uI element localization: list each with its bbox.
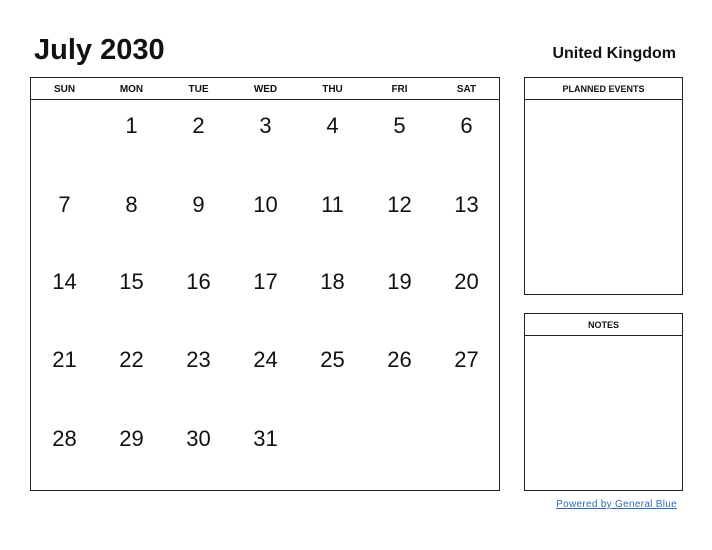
day-number: 3: [259, 113, 272, 138]
weekday-label: TUE: [188, 83, 209, 95]
day-number: 21: [52, 347, 77, 372]
day-number: 4: [326, 113, 339, 138]
day-number: 26: [387, 347, 412, 372]
weekday-label: MON: [119, 83, 144, 95]
day-number: 7: [58, 192, 71, 217]
day-number: 1: [125, 113, 138, 138]
day-number: 28: [52, 426, 77, 451]
calendar-title: July 2030: [34, 34, 165, 66]
planned-events-heading: PLANNED EVENTS: [525, 78, 682, 100]
weekday-header-row: [31, 78, 499, 100]
weekday-label: SUN: [53, 83, 76, 95]
day-number: 14: [52, 269, 77, 294]
weekday-label: SAT: [456, 83, 477, 95]
day-number: 10: [253, 192, 278, 217]
day-number: 15: [119, 269, 144, 294]
day-number: 20: [454, 269, 479, 294]
powered-by-link[interactable]: Powered by General Blue: [556, 499, 677, 510]
weekday-label: THU: [322, 83, 343, 95]
country-label: United Kingdom: [552, 45, 676, 62]
weekday-label: FRI: [391, 83, 408, 95]
day-number: 23: [186, 347, 211, 372]
weekday-label: WED: [253, 83, 278, 95]
day-number: 17: [253, 269, 278, 294]
day-number: 2: [192, 113, 205, 138]
day-number: 25: [320, 347, 345, 372]
day-number: 6: [460, 113, 473, 138]
planned-events-panel: [524, 77, 683, 295]
day-number: 24: [253, 347, 278, 372]
day-number: 29: [119, 426, 144, 451]
calendar-grid: [30, 77, 500, 491]
day-number: 5: [393, 113, 406, 138]
notes-heading: NOTES: [525, 314, 682, 336]
day-number: 11: [321, 192, 344, 217]
day-number: 13: [454, 192, 479, 217]
notes-panel: [524, 313, 683, 491]
day-number: 31: [253, 426, 278, 451]
day-number: 9: [192, 192, 205, 217]
day-number: 30: [186, 426, 211, 451]
day-number: 19: [387, 269, 412, 294]
day-number: 18: [320, 269, 345, 294]
day-number: 22: [119, 347, 144, 372]
day-number: 8: [125, 192, 138, 217]
day-number: 12: [387, 192, 412, 217]
day-number: 16: [186, 269, 211, 294]
day-number: 27: [454, 347, 479, 372]
